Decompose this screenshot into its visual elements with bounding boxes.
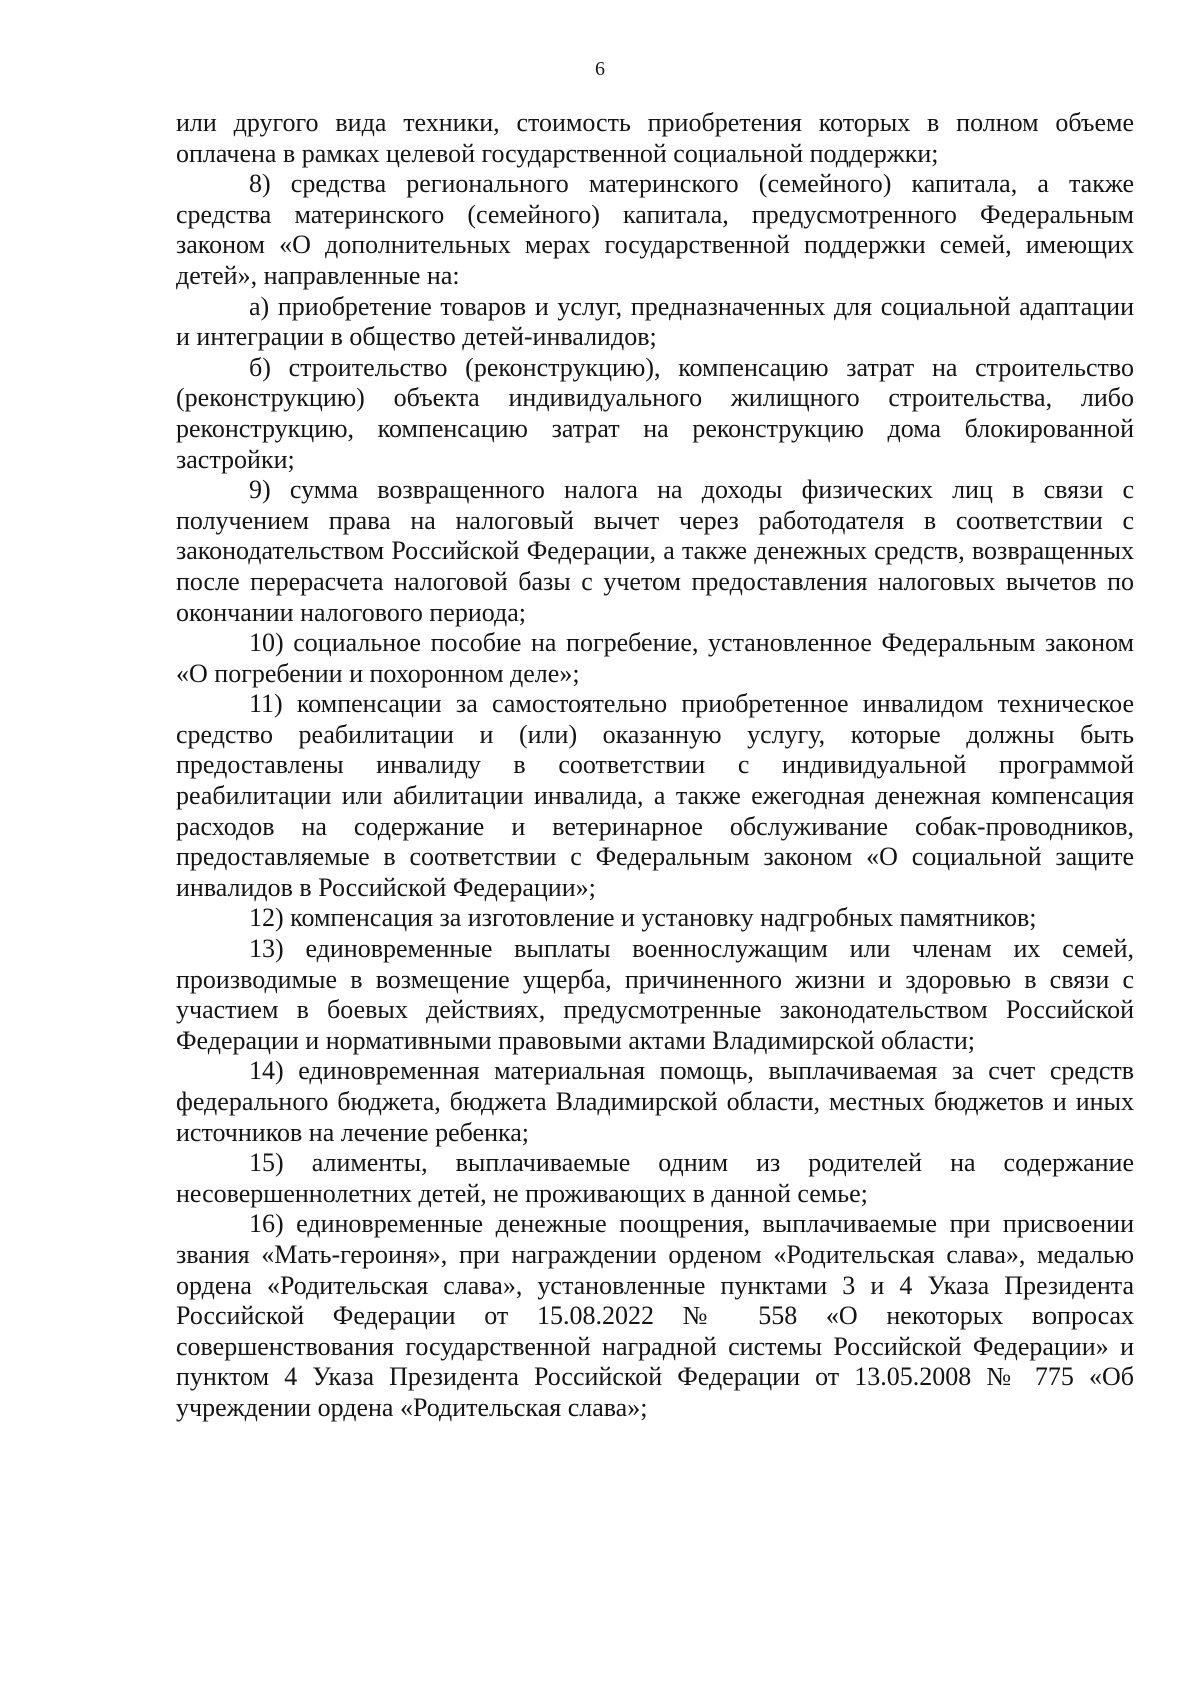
paragraph-item-15: 15) алименты, выплачиваемые одним из родителей на содержание несовершеннолетних детей, не проживающих в данной семье; — [176, 1148, 1134, 1208]
paragraph-item-9: 9) сумма возвращенного налога на доходы физических лиц в связи с получением права на налоговый вычет через работодателя в соответствии с законодательством Российской Федерации, а также денежных средств, возвращенных после перерасчета налоговой базы с учетом предоставления налоговых вычетов по окончании налогового периода; — [176, 475, 1134, 627]
paragraph-continuation: или другого вида техники, стоимость приобретения которых в полном объеме оплачена в рамках целевой государственной социальной поддержки; — [176, 108, 1134, 168]
paragraph-item-12: 12) компенсация за изготовление и установку надгробных памятников; — [249, 903, 1037, 933]
paragraph-item-13: 13) единовременные выплаты военнослужащим или членам их семей, производимые в возмещение ущерба, причиненного жизни и здоровью в связи с участием в боевых действиях, предусмотренные законодательством Российской Федерации и нормативными правовыми актами Владимирской области; — [176, 934, 1134, 1055]
document-body — [176, 108, 1134, 1424]
paragraph-item-10: 10) социальное пособие на погребение, установленное Федеральным законом «О погребении и похоронном деле»; — [176, 628, 1134, 688]
paragraph-item-8b: б) строительство (реконструкцию), компенсацию затрат на строительство (реконструкцию) объекта индивидуального жилищного строительства, либо реконструкцию, компенсацию затрат на реконструкцию дома блокированной застройки; — [176, 352, 1134, 474]
paragraph-item-16: 16) единовременные денежные поощрения, выплачиваемые при присвоении звания «Мать-героиня», при награждении орденом «Родительская слава», медалью ордена «Родительская слава», установленные пунктами 3 и 4 Указа Президента Российской Федерации от 15.08.2022 № 558 «О некоторых вопросах совершенствования государственной наградной системы Российской Федерации» и пунктом 4 Указа Президента Российской Федерации от 13.05.2008 № 775 «Об учреждении ордена «Родительская слава»; — [176, 1209, 1134, 1422]
paragraph-item-14: 14) единовременная материальная помощь, выплачиваемая за счет средств федерального бюджета, бюджета Владимирской области, местных бюджетов и иных источников на лечение ребенка; — [176, 1056, 1134, 1147]
page-number: 6 — [595, 58, 605, 80]
paragraph-item-8a: а) приобретение товаров и услуг, предназначенных для социальной адаптации и интеграции в общество детей-инвалидов; — [176, 291, 1134, 352]
paragraph-item-11: 11) компенсации за самостоятельно приобретенное инвалидом техническое средство реабилитации и (или) оказанную услугу, которые должны быть предоставлены инвалиду в соответствии с индивидуальной программой реабилитации или абилитации инвалида, а также ежегодная денежная компенсация расходов на содержание и ветеринарное обслуживание собак-проводников, предоставляемые в соответствии с Федеральным законом «О социальной защите инвалидов в Российской Федерации»; — [176, 689, 1134, 902]
paragraph-item-8: 8) средства регионального материнского (семейного) капитала, а также средства материнского (семейного) капитала, предусмотренного Федеральным законом «О дополнительных мерах государственной поддержки семей, имеющих детей», направленные на: — [176, 169, 1134, 290]
